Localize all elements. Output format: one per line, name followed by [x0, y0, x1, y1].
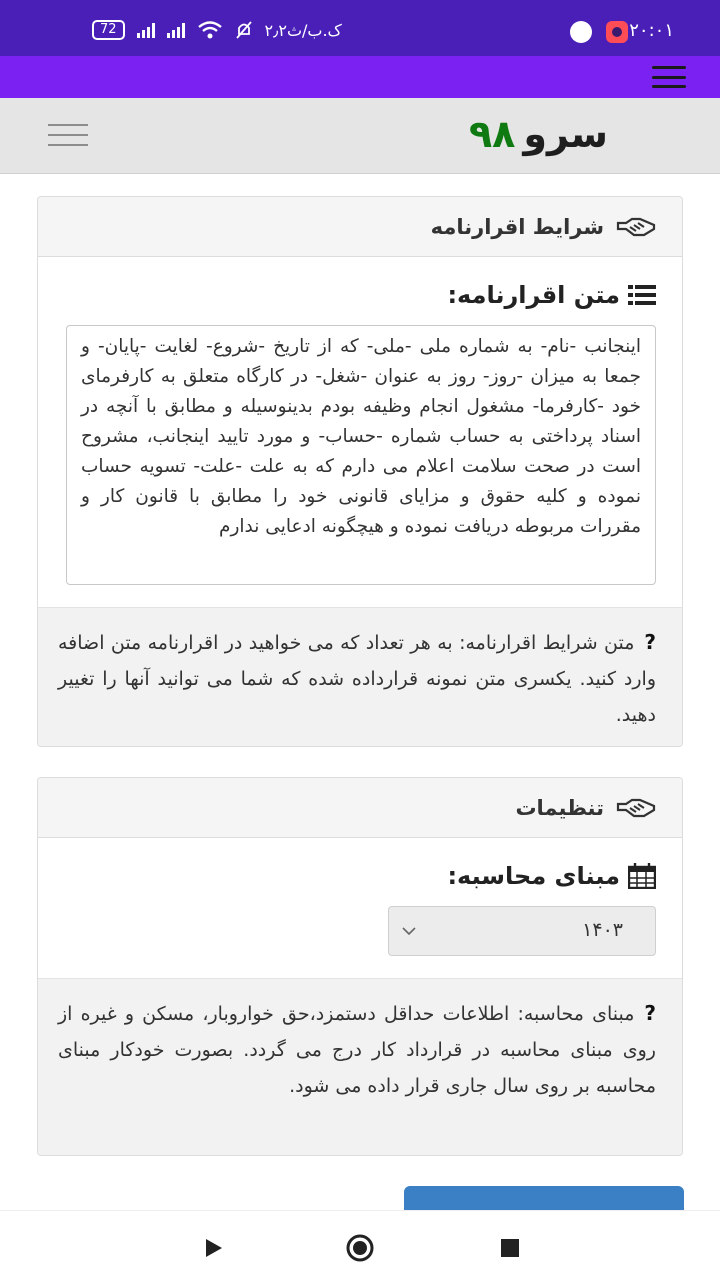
recents-square-icon — [499, 1237, 521, 1259]
settings-card — [37, 777, 683, 1156]
calc-basis-label — [447, 862, 682, 890]
agreement-card-title: شرایط اقرارنامه — [430, 214, 604, 239]
wifi-icon — [197, 20, 223, 40]
battery-icon: 72 — [92, 20, 125, 40]
agreement-help-title: متن شرایط اقرارنامه: — [459, 632, 635, 654]
menu-toggle-icon[interactable] — [48, 124, 88, 146]
clock: ۲۰:۰۱ — [629, 20, 674, 41]
handshake-icon — [616, 215, 656, 239]
logo-word: سرو — [523, 112, 608, 156]
agreement-help — [38, 607, 682, 747]
help-icon: ? — [644, 1001, 656, 1025]
signal-icon — [137, 22, 155, 38]
bell-muted-icon — [235, 20, 253, 40]
agreement-text-label-text: متن اقرارنامه: — [447, 281, 620, 309]
play-back-icon — [201, 1236, 225, 1260]
signal-icon-2 — [167, 22, 185, 38]
calc-basis-select[interactable] — [388, 906, 656, 956]
logo-number: ۹۸ — [468, 112, 516, 156]
settings-help-text: اطلاعات حداقل دستمزد،حق خواروبار، مسکن و غیره از روی مبنای محاسبه در قرارداد کار درج می گردد. بصورت خودکار مبنای محاسبه بر روی سال جاری قرار داده می شود. — [58, 1003, 656, 1097]
agreement-card — [37, 196, 683, 747]
menu-icon[interactable] — [652, 66, 686, 88]
agreement-text-content[interactable]: اینجانب -نام- به شماره ملی -ملی- که از تاریخ -شروع- لغایت -پایان- و جمعا به میزان -روز- روز به عنوان -شغل- در کارگاه متعلق به کارفرمای خود -کارفرما- مشغول انجام وظیفه بودم بدینوسیله و مطابق با آنچه در اسناد پرداختی به حساب شماره -حساب- و مورد تایید اینجانب، مشروح است در صحت سلامت اعلام می دارم که به علت -علت- تسویه حساب نموده و کلیه حقوق و مزایای قانونی خود را مطابق با قانون کار و مقررات مربوطه دریافت نموده و هیچگونه ادعایی ندارم — [81, 336, 641, 537]
calc-basis-label-text: مبنای محاسبه: — [447, 862, 620, 890]
agreement-card-header — [38, 197, 682, 257]
app-notification-icon-2 — [606, 21, 628, 43]
system-nav-bar — [0, 1210, 720, 1280]
chevron-down-icon — [399, 921, 419, 941]
app-notification-icon — [570, 21, 592, 43]
app-logo[interactable] — [469, 112, 608, 156]
agreement-text-area[interactable] — [66, 325, 656, 585]
status-bar — [0, 0, 720, 56]
settings-card-title: تنظیمات — [515, 795, 604, 820]
settings-card-header — [38, 778, 682, 838]
settings-help — [38, 978, 682, 1156]
agreement-text-label — [447, 281, 682, 309]
agreement-help-text: به هر تعداد که می خواهید در اقرارنامه متن اضافه وارد کنید. یکسری متن نمونه قرارداده شده که شما می توانید آنها را تغییر دهید. — [58, 632, 656, 726]
top-bar — [0, 56, 720, 98]
calc-basis-select-value: ۱۴۰۳ — [582, 919, 623, 941]
status-left-icons — [92, 20, 342, 40]
app-bar — [0, 98, 720, 174]
handshake-icon — [616, 796, 656, 820]
calendar-icon — [628, 863, 656, 889]
network-speed: ۲٫۲ک.ب/ث — [264, 20, 342, 40]
recents-button[interactable] — [495, 1233, 525, 1263]
help-icon: ? — [644, 630, 656, 654]
home-circle-icon — [345, 1233, 375, 1263]
home-button[interactable] — [345, 1233, 375, 1263]
list-icon — [628, 284, 656, 306]
settings-help-title: مبنای محاسبه: — [517, 1003, 635, 1025]
back-button[interactable] — [198, 1233, 228, 1263]
